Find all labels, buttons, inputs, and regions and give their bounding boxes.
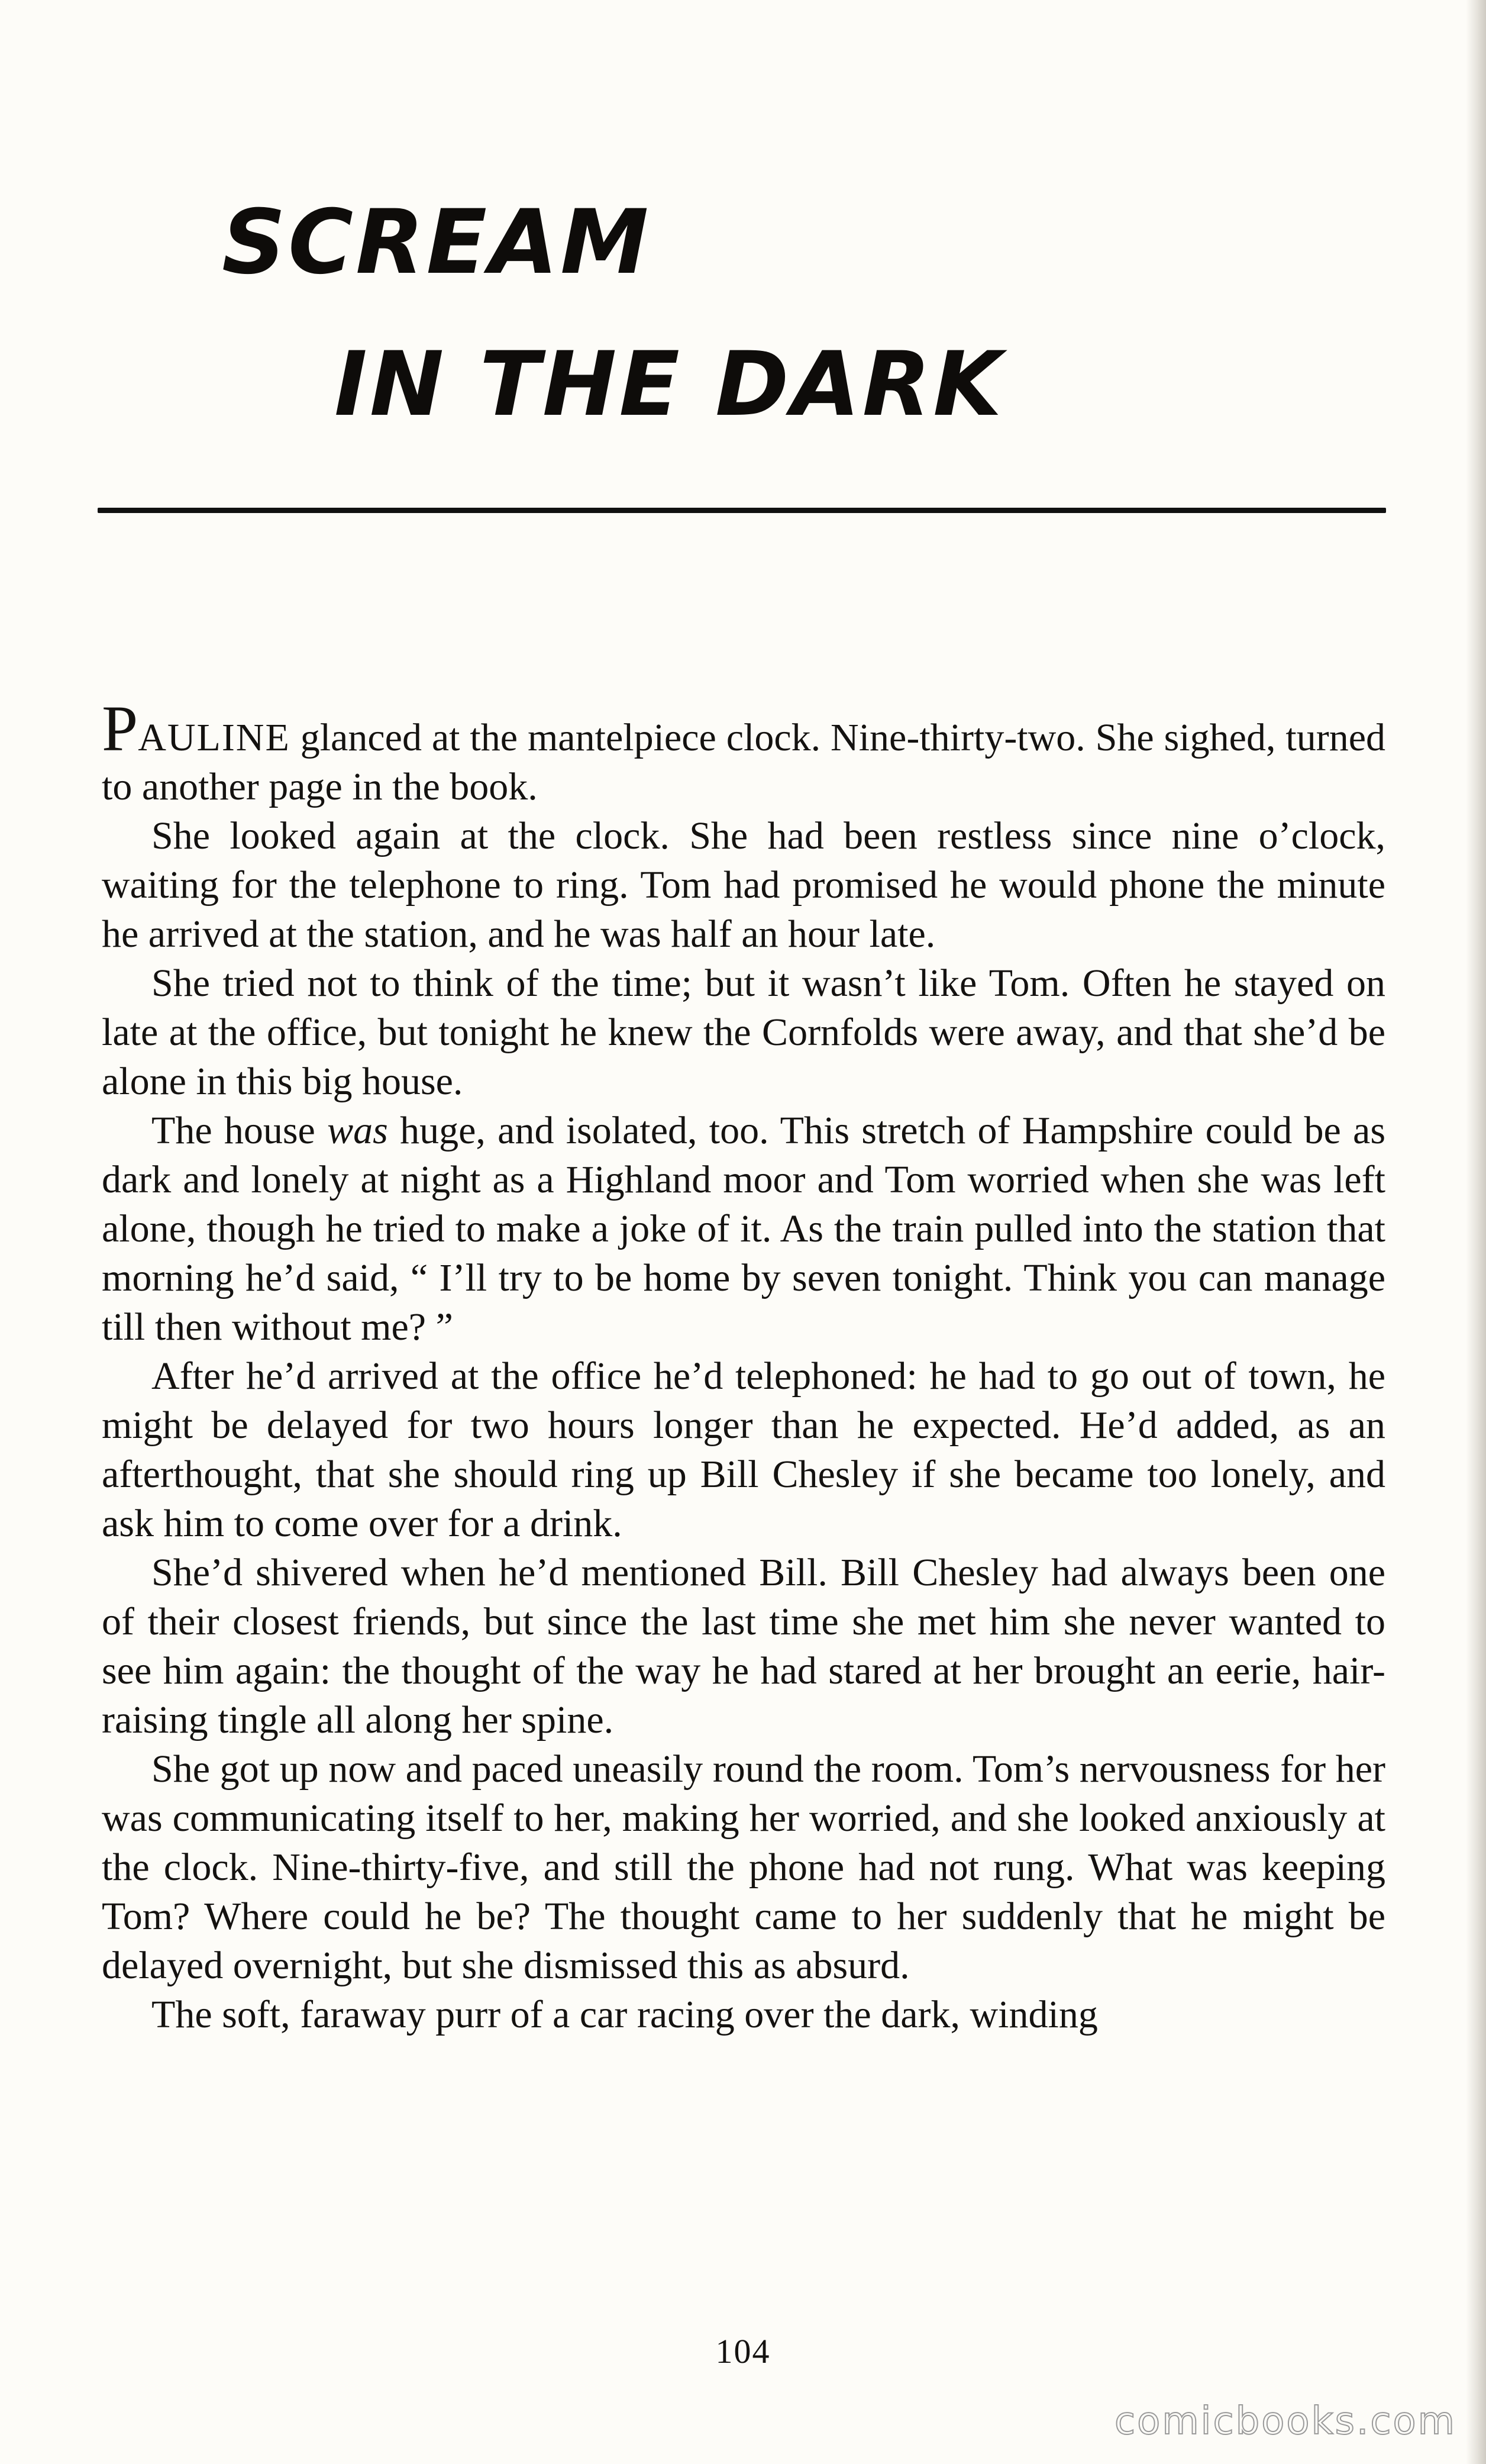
story-body	[102, 692, 1385, 2039]
opening-text: glanced at the mantelpiece clock. Nine-thirty-two. She sighed, turned to another page in the book.	[102, 716, 1385, 808]
story-paragraph: She tried not to think of the time; but it wasn’t like Tom. Often he stayed on late at the office, but tonight he knew the Cornfolds were away, and that she’d be alone in this big house.	[102, 962, 1385, 1103]
drop-cap: P	[102, 692, 138, 765]
story-title-line-2: IN THE DARK	[334, 333, 1004, 436]
emphasis-word: was	[327, 1109, 388, 1152]
house-text-after: huge, and isolated, too. This stretch of Hampshire could be as dark and lonely at night as a Highland moor and Tom worried when she was left alone, though he tried to make a joke of it. As the train pulled into the station that morning he’d said, “ I’ll try to be home by seven tonight. Think you can manage till then without me? ”	[102, 1109, 1385, 1349]
house-text-before: The house	[151, 1109, 328, 1152]
title-divider-rule	[98, 508, 1386, 513]
story-paragraph-continued: The soft, faraway purr of a car racing over the dark, winding	[151, 1993, 1098, 2036]
story-paragraph-house	[102, 1106, 1385, 1352]
opening-paragraph	[102, 692, 1385, 811]
story-paragraph: After he’d arrived at the office he’d telephoned: he had to go out of town, he might be delayed for two hours longer than he expected. He’d added, as an afterthought, that she should ring up Bill Chesley if she became too lonely, and ask him to come over for a drink.	[102, 1354, 1385, 1545]
story-paragraph: She got up now and paced uneasily round the room. Tom’s nervousness for her was communicating itself to her, making her worried, and she looked anxiously at the clock. Nine-thirty-five, and still the phone had not rung. What was keeping Tom? Where could he be? The thought came to her suddenly that he might be delayed overnight, but she dismissed this as absurd.	[102, 1747, 1385, 1987]
page-number: 104	[715, 2332, 771, 2371]
opening-small-caps: AULINE	[138, 716, 290, 759]
story-paragraph: She looked again at the clock. She had been restless since nine o’clock, waiting for the telephone to ring. Tom had promised he would phone the minute he arrived at the station, and he was half an hour late.	[102, 814, 1385, 956]
page-edge-shadow	[1466, 0, 1486, 2464]
story-paragraph: She’d shivered when he’d mentioned Bill. Bill Chesley had always been one of their closest friends, but since the last time she met him she never wanted to see him again: the thought of the way he had stared at her brought an eerie, hair-raising tingle all along her spine.	[102, 1551, 1385, 1741]
watermark: comicbooks.com	[1114, 2400, 1456, 2443]
story-title-line-1: SCREAM	[222, 191, 651, 294]
